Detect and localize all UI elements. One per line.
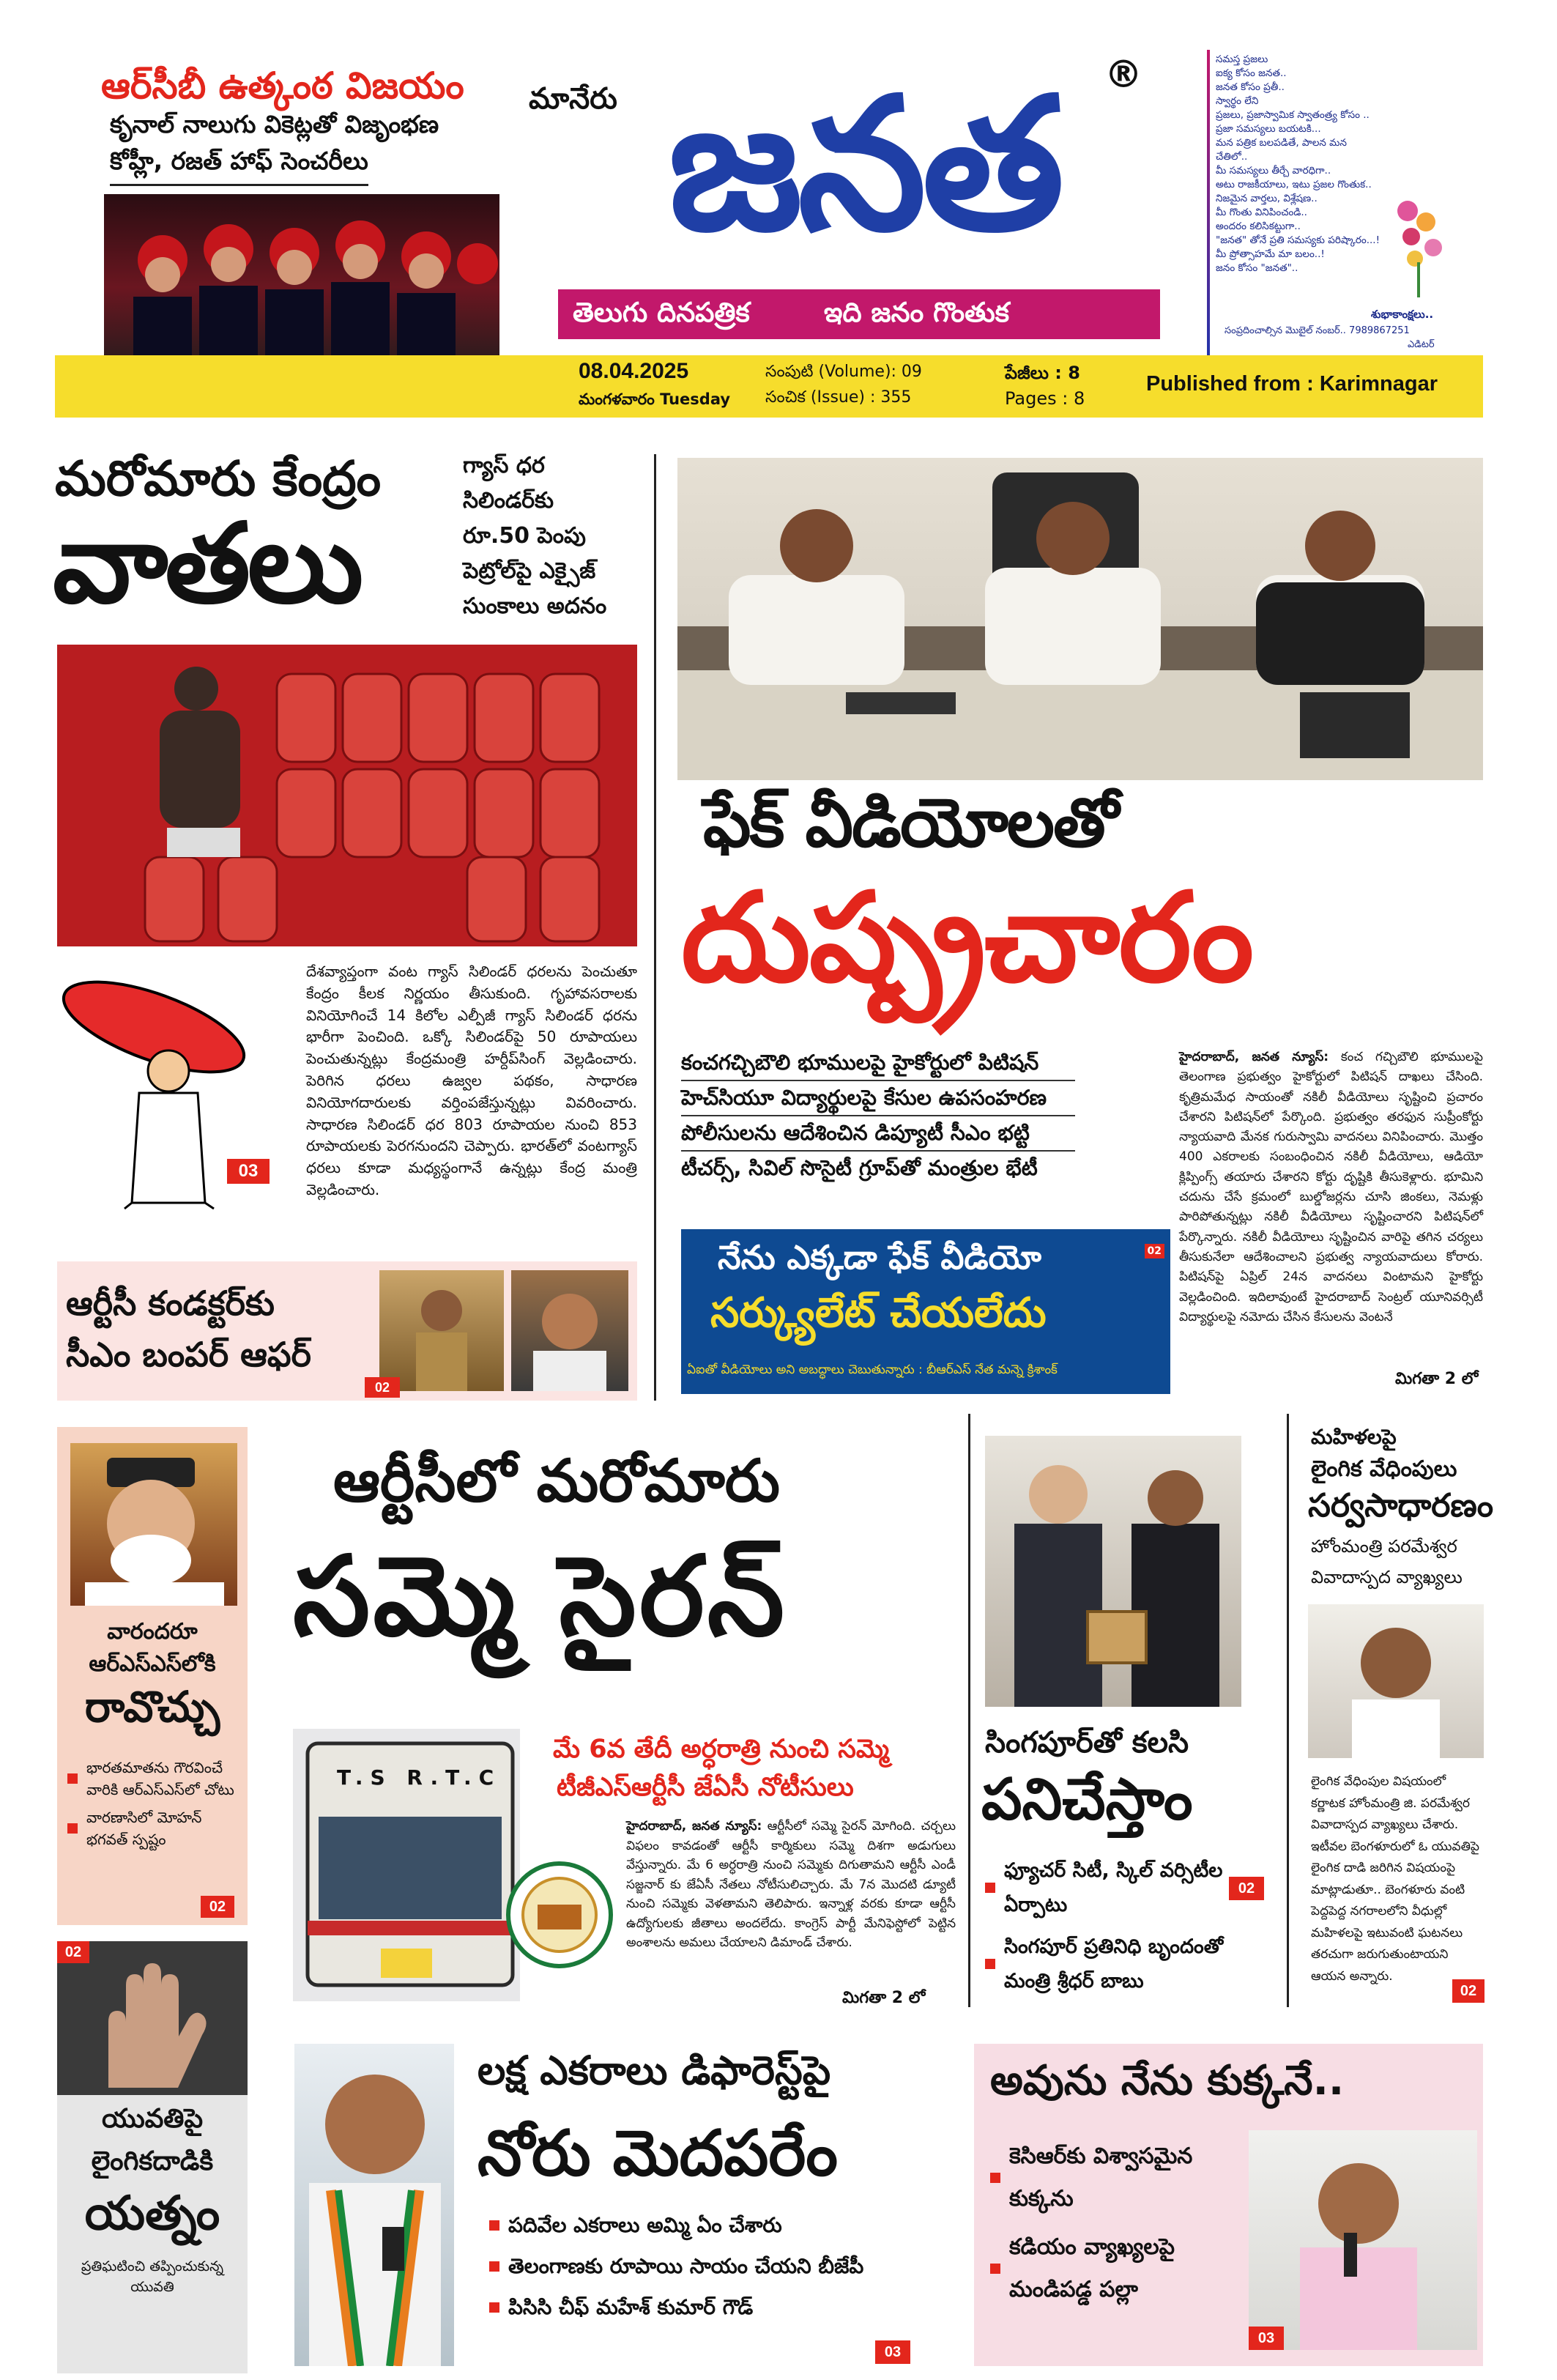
rss-bullet: వారణాసిలో మోహన్ భగవత్ స్పష్టం — [67, 1806, 240, 1850]
ad-lines — [1216, 53, 1381, 275]
assault-line2: లైంగికదాడికి — [91, 2146, 214, 2176]
assault-photo — [57, 1941, 248, 2095]
ad-line: అందరం కలిసికట్టుగా.. — [1216, 220, 1301, 232]
singapore-bullets — [985, 1853, 1249, 1998]
parameshwar-body: లైంగిక వేధింపుల విషయంలో కర్ణాటక హోంమంత్రి జి. పరమేశ్వర వివాదాస్పద వ్యాఖ్యలు చేశారు. ఇటీవల బెంగళూరులో ఓ యువతిపై లైంగిక దాడి జరిగిన విషయంపై మాట్లాడుతూ.. బెంగళూరు వంటి పెద్దపెద్ద నగరాలలోని వీధుల్లో మహిళలపై ఇటువంటి ఘటనలు తరచుగా జరుగుతుంటాయని ఆయన అన్నారు. — [1311, 1774, 1479, 1984]
gas-cartoon — [59, 961, 271, 1210]
pages-en: Pages : 8 — [1005, 388, 1085, 409]
fake-body-text: కంచ గచ్చిబౌలి భూములపై తెలంగాణ ప్రభుత్వం హైకోర్టులో పిటిషన్ దాఖలు చేసింది. కృత్రిమమేధ సాయంతో నకిలీ వీడియోలు సృష్టించి ప్రచారం చేశారని పిటిషన్‌లో పేర్కొంది. ప్రభుత్వం తరఫున సుప్రీంకోర్టు న్యాయవాది మేనక గురుస్వామి వాదనలు వినిపించారు. మొత్తం 400 ఎకరాలకు సంబంధించిన నకిలీ వీడియోలు, ఆడియో క్లిప్పింగ్స్ తయారు చేశారని కోర్టు దృష్టికి తీసుకెళ్లారు. భూమిని చదును చేసే క్రమంలో బుల్డోజర్లను చూసి జింకలు, నెమళ్లు పారిపోతున్నట్లు నకిలీ వీడియోలు సృష్టించారని పిటిషన్‌లో పేర్కొన్నారు. నకిలీ వీడియోలు సృష్టించిన వారిపై తగిన చర్యలు తీసుకునేలా ఆదేశించాలని ప్రభుత్వ న్యాయవాదులు కోరారు. పిటిషన్‌పై ఏప్రిల్ 24న వాదనలు వింటామని హైకోర్టు వెల్లడించింది. ఇదిలావుంటే హైదరాబాద్ సెంట్రల్ యూనివర్సిటీ విద్యార్థులపై నమోదు చేసిన కేసులను వెంటనే — [1179, 1050, 1483, 1324]
sports-line2: కోహ్లీ, రజత్ హాఫ్ సెంచరీలు — [110, 147, 368, 186]
ad-footer: ఎడిటర్ — [1408, 339, 1435, 350]
gas-side-line: సిలిండర్‌కు — [463, 488, 554, 514]
officials-photo[interactable] — [677, 458, 1483, 780]
fake-deck: కంచగచ్చిబౌలి భూములపై హైకోర్టులో పిటిషన్ — [681, 1046, 1075, 1081]
rss-line1: వారందరూ — [107, 1619, 198, 1645]
singapore-headline[interactable]: పనిచేస్తాం — [981, 1767, 1193, 1833]
gas-cylinder-photo[interactable] — [57, 645, 637, 946]
strike-body — [626, 1817, 956, 1953]
forest-kicker[interactable]: లక్ష ఎకరాలు డిఫారెస్ట్‌పై — [477, 2047, 831, 2094]
tgsrtc-emblem — [505, 1861, 614, 1969]
inset-caption: ఏఐతో వీడియోలు అని అబద్ధాలు చెబుతున్నారు : బీఆర్ఎస్ నేత మన్నె క్రిశాంక్ — [687, 1363, 1058, 1377]
inset-title1: నేను ఎక్కడా ఫేక్ వీడియో — [718, 1238, 1041, 1277]
issue-number: సంచిక (Issue) : 355 — [765, 388, 912, 407]
ad-line: జనం కోసం "జనత".. — [1216, 262, 1298, 274]
rtc-offer-line1: ఆర్టీసీ కండక్టర్‌కు — [66, 1283, 275, 1323]
forest-bullet: తెలంగాణకు రూపాయి సాయం చేయని బీజేపీ — [489, 2250, 958, 2283]
fake-deck: టీచర్స్, సివిల్ సొసైటీ గ్రూప్‌తో మంత్రుల భేటీ — [681, 1156, 1038, 1180]
forest-bullets — [489, 2209, 958, 2324]
ad-line: సమస్త ప్రజలు — [1216, 53, 1268, 65]
strike-deck2: టీజీఎస్ఆర్టీసీ జేఏసీ నోటీసులు — [557, 1773, 854, 1802]
dog-headline: అవును నేను కుక్కనే.. — [990, 2057, 1345, 2105]
cricket-team-illustration — [104, 194, 499, 381]
gas-headline[interactable]: వాతలు — [53, 500, 361, 628]
assault-headline: యత్నం — [84, 2187, 220, 2241]
gas-side — [463, 448, 606, 624]
assault-page-tag: 02 — [57, 1941, 89, 1963]
dog-box[interactable] — [974, 2044, 1483, 2366]
palla-photo — [1249, 2130, 1477, 2350]
fake-deck: పోలీసులను ఆదేశించిన డిప్యూటీ సీఎం భట్టి — [681, 1116, 1075, 1152]
ad-line: మన పత్రిక బలపడితే, పాలన మన చేతిలో.. — [1216, 137, 1347, 163]
singapore-photo[interactable] — [985, 1436, 1241, 1707]
fake-deck: హెచ్‌సియూ విద్యార్థులపై కేసుల ఉపసంహరణ — [681, 1081, 1075, 1116]
gas-side-line: రూ.50 పెంపు — [463, 523, 586, 549]
strike-deck1: మే 6వ తేదీ అర్ధరాత్రి నుంచి సమ్మె — [553, 1735, 890, 1764]
strike-headline[interactable]: సమ్మె సైరన్ — [293, 1533, 788, 1661]
rss-line2: ఆర్‌ఎస్‌ఎస్‌లోకి — [89, 1651, 216, 1677]
conductor-photo — [379, 1270, 504, 1391]
rss-photo — [70, 1443, 237, 1606]
ad-line: జనత కోసం ప్రతీ.. — [1216, 81, 1285, 93]
fake-body — [1179, 1048, 1483, 1327]
tagline-left: తెలుగు దినపత్రిక — [573, 297, 750, 328]
delegation-handshake-illustration — [985, 1436, 1241, 1707]
parameshwar-figure — [1308, 1604, 1484, 1758]
strike-body-lead: హైదరాబాద్, జనత న్యూస్: — [626, 1819, 762, 1834]
parameshwar-page-tag: 02 — [1452, 1979, 1484, 2003]
tgsrtc-emblem-icon — [505, 1861, 614, 1969]
fake-headline2[interactable]: దుష్ప్రచారం — [681, 866, 1253, 1009]
singapore-line1: సింగపూర్‌తో కలసి — [985, 1726, 1189, 1760]
ad-line: మీ గొంతు వినిపించండి.. — [1216, 207, 1307, 218]
fake-continued[interactable]: మిగతా 2 లో — [1395, 1370, 1479, 1388]
sports-headline[interactable]: ఆర్‌సీబీ ఉత్కంఠ విజయం — [101, 64, 464, 107]
gas-kicker[interactable]: మరోమారు కేంద్రం — [55, 451, 382, 507]
tagline-right: ఇది జనం గొంతుక — [824, 297, 1010, 328]
ad-line: మీ సమస్యలు తీర్చే వారధిగా.. — [1216, 165, 1331, 177]
issue-day: మంగళవారం Tuesday — [579, 390, 731, 408]
masthead-prefix: మానేరు — [529, 82, 617, 116]
parameshwar-line2: లైంగిక వేధింపులు — [1311, 1456, 1457, 1482]
column-divider — [654, 454, 656, 1401]
bus-photo[interactable] — [293, 1729, 520, 2001]
ad-line: నిజమైన వార్తలు, విశ్లేషణ.. — [1216, 193, 1318, 204]
advertisement[interactable] — [1207, 50, 1457, 357]
ministers-meeting-illustration — [677, 458, 1483, 780]
ad-line: ప్రజా సమస్యలు బయటకి... — [1216, 123, 1321, 135]
forest-page-tag: 03 — [875, 2340, 910, 2364]
published-from: Published from : Karimnagar — [1146, 372, 1438, 396]
strike-body-text: ఆర్టీసీలో సమ్మె సైరన్ మోగింది. చర్చలు విఫలం కావడంతో ఆర్టీసీ కార్మికులు సమ్మె దిశగా అడుగులు వేస్తున్నారు. మే 6 అర్ధరాత్రి నుంచి సమ్మెకు దిగుతామని ఆర్టీసీ ఎండీ సజ్జనార్ కు జేఏసీ నేతలు నోటీసులిచ్చారు. మే 7న మొదటి డ్యూటీ నుంచి సమ్మెకు వెళతామని తెలిపారు. ఇన్నాళ్ల వరకు కూడా ఆర్టీసీ ఉద్యోగులకు జీతాలు అందలేదు. కాంగ్రెస్ పార్టీ మేనిఫెస్టోలో పెట్టిన అంశాలను అమలు చేయాలని డిమాండ్ చేశారు. — [626, 1819, 956, 1950]
rss-page-tag: 02 — [201, 1896, 234, 1918]
rss-bullets — [67, 1757, 240, 1850]
singapore-divider — [968, 1414, 970, 2007]
singapore-divider-right — [1287, 1414, 1289, 2007]
ad-line: స్వార్థం లేని — [1216, 95, 1259, 107]
gas-side-line: గ్యాస్ ధర — [463, 453, 545, 478]
fake-headline1[interactable]: ఫేక్ వీడియోలతో — [703, 784, 1118, 862]
dog-bullet: కడియం వ్యాఖ్యలపై మండిపడ్డ పల్లా — [990, 2226, 1239, 2311]
inset-page: 02 — [1145, 1244, 1164, 1258]
rtc-offer-line2: సీఎం బంపర్ ఆఫర్ — [66, 1335, 311, 1374]
raised-hand-icon — [57, 1941, 248, 2095]
dog-bullets — [990, 2135, 1239, 2311]
singapore-bullet: సింగపూర్ ప్రతినిధి బృందంతో మంత్రి శ్రీధర్ బాబు — [985, 1929, 1249, 1998]
rss-box[interactable] — [57, 1427, 248, 1925]
rss-bullet: భారతమాతను గౌరవించే వారికి ఆర్ఎస్ఎస్‌లో చోటు — [67, 1757, 240, 1801]
volume: సంపుటి (Volume): 09 — [765, 363, 922, 381]
pages-te: పేజీలు : 8 — [1005, 363, 1080, 383]
ad-line: ప్రజలు, ప్రజాస్వామిక స్వాతంత్ర్య కోసం .. — [1216, 109, 1370, 121]
strike-kicker[interactable]: ఆర్టీసీలో మరోమారు — [333, 1447, 780, 1515]
ad-contact: సంప్రదించాల్సిన మొబైల్ నంబర్.. 7989867251 — [1225, 325, 1410, 336]
mohan-bhagwat-figure — [70, 1443, 237, 1606]
cm-photo — [511, 1270, 628, 1391]
conductor-figure — [379, 1270, 504, 1391]
gas-page-tag: 03 — [227, 1159, 270, 1184]
registered-mark: ® — [1104, 53, 1142, 97]
singapore-bullet: ఫ్యూచర్ సిటీ, స్కిల్ వర్సిటీల ఏర్పాటు — [985, 1853, 1249, 1922]
parameshwar-headline[interactable]: సర్వసాధారణం — [1308, 1487, 1493, 1524]
strike-continued[interactable]: మిగతా 2 లో — [842, 1989, 926, 2007]
gas-body: దేశవ్యాప్తంగా వంట గ్యాస్ సిలిండర్ ధరలను పెంచుతూ కేంద్రం కీలక నిర్ణయం తీసుకుంది. గృహావసరాలకు వినియోగించే 14 కిలోల ఎల్పీజీ గ్యాస్ సిలిండర్ ధరను భారీగా పెంచింది. ఒక్కో సిలిండర్‌పై 50 రూపాయలు పెంచుతున్నట్లు కేంద్రమంత్రి హర్దీప్‌సింగ్ వెల్లడించారు. పెరిగిన ధరలు ఉజ్వల పథకం, సాధారణ వినియోగదారులకు వర్తింపజేస్తున్నట్లు వివరించారు. సాధారణ సిలిండర్ ధర 803 రూపాయల నుంచి 853 రూపాయలకు పెరగనుందని చెప్పారు. భారత్‌లో వంటగ్యాస్ ధరలు కూడా మధ్యస్థంగానే ఉన్నట్లు కేంద్ర మంత్రి వెల్లడించారు. — [306, 963, 637, 1198]
singapore-page-tag: 02 — [1229, 1877, 1264, 1900]
rss-headline: రావొచ్చు — [84, 1682, 220, 1732]
mahesh-kumar-goud-figure — [294, 2044, 454, 2366]
dog-bullet: కెసిఆర్‌కు విశ్వాసమైన కుక్కను — [990, 2135, 1239, 2220]
ad-line: ఐక్య కోసం జనత.. — [1216, 67, 1287, 79]
sports-line1: కృనాల్ నాలుగు వికెట్లతో విజృంభణ — [110, 110, 439, 138]
palla-rajeshwar-figure — [1249, 2130, 1477, 2350]
issue-date: 08.04.2025 — [579, 359, 689, 383]
rtc-offer-box[interactable] — [57, 1261, 637, 1401]
parameshwar-photo — [1308, 1604, 1484, 1758]
assault-box[interactable] — [57, 1941, 248, 2373]
rtc-offer-page-tag: 02 — [365, 1377, 400, 1398]
fake-decks — [681, 1046, 1075, 1185]
ad-line: అటు రాజకీయాలు, ఇటు ప్రజల గొంతుక.. — [1216, 179, 1372, 190]
fake-body-lead: హైదరాబాద్, జనత న్యూస్: — [1179, 1050, 1329, 1064]
dog-page-tag: 03 — [1249, 2327, 1284, 2350]
gas-side-line: సుంకాలు అదనం — [463, 593, 607, 619]
masthead-title: జనత — [668, 58, 1060, 271]
sports-photo[interactable] — [104, 194, 499, 381]
forest-bullet: పిసిసి చీఫ్ మహేశ్ కుమార్ గౌడ్ — [489, 2291, 958, 2324]
gas-cylinders-illustration — [57, 645, 637, 946]
gas-side-line: పెట్రోల్‌పై ఎక్సైజ్ — [463, 558, 596, 584]
forest-photo — [294, 2044, 454, 2366]
ad-sign: శుభాకాంక్షలు.. — [1371, 308, 1434, 321]
bus-label: T.S R.T.C — [337, 1765, 502, 1790]
forest-headline[interactable]: నోరు మెదపరేం — [477, 2117, 839, 2190]
parameshwar-line1: మహిళలపై — [1311, 1425, 1397, 1449]
assault-sub: ప్రతిఘటించి తప్పించుకున్న యువతి — [81, 2258, 224, 2295]
cm-figure — [511, 1270, 628, 1391]
ad-line: మీ ప్రోత్సాహమే మా బలం..! — [1216, 248, 1325, 260]
parameshwar-sub: హోంమంత్రి పరమేశ్వర వివాదాస్పద వ్యాఖ్యలు — [1311, 1536, 1463, 1587]
inset-title2: సర్క్యులేట్ చేయలేదు — [710, 1289, 1047, 1337]
ad-line: "జనత" తోనే ప్రతి సమస్యకు పరిష్కారం...! — [1216, 234, 1380, 246]
forest-bullet: పదివేల ఎకరాలు అమ్మి ఏం చేశారు — [489, 2209, 958, 2242]
assault-line1: యువతిపై — [101, 2104, 204, 2134]
fake-video-inset[interactable] — [681, 1229, 1170, 1394]
flower-bouquet-icon — [1386, 189, 1452, 299]
